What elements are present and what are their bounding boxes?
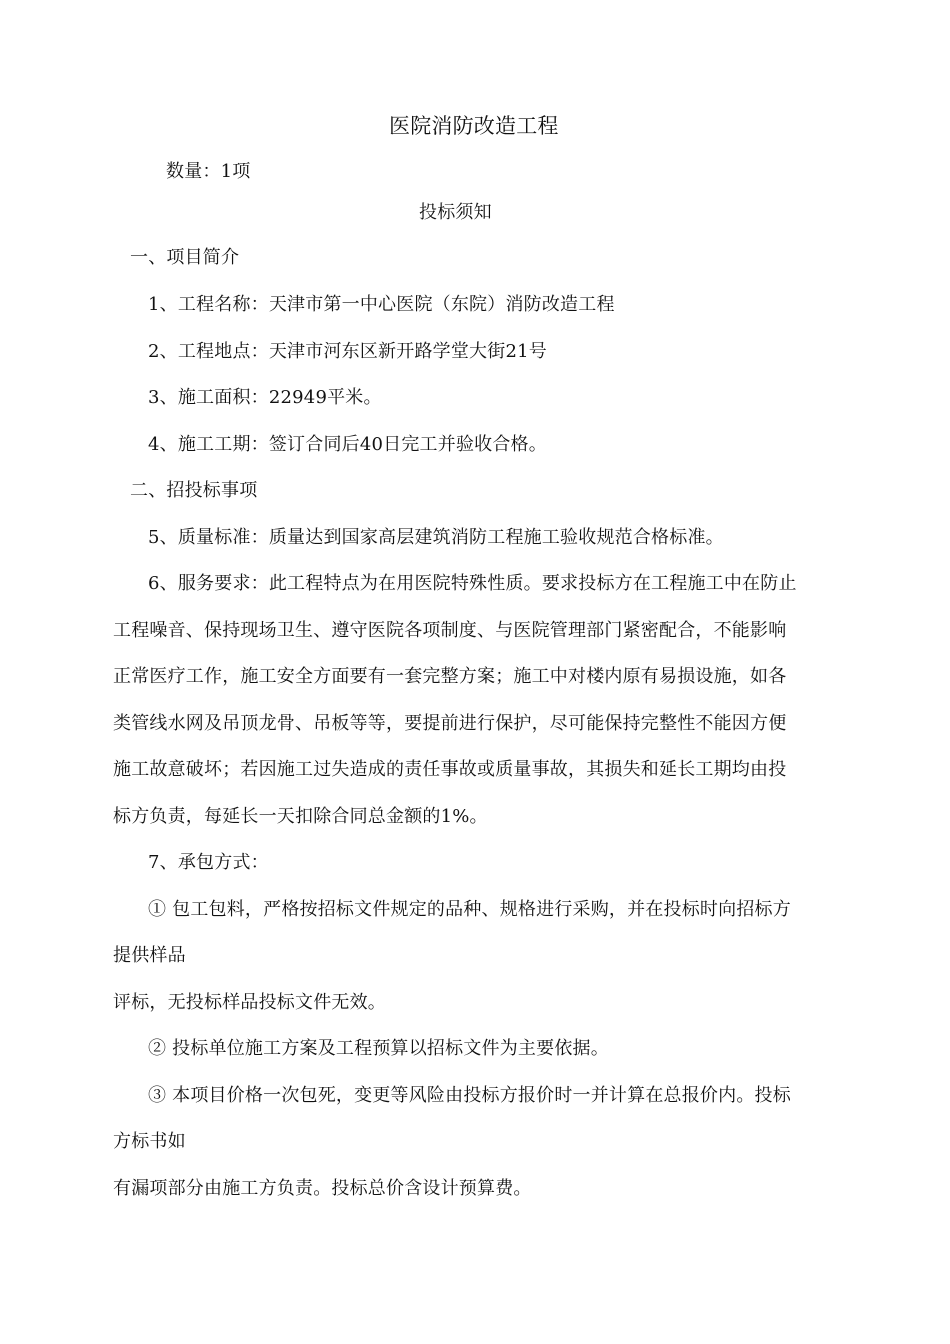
service-requirement-line: 6、服务要求：此工程特点为在用医院特殊性质。要求投标方在工程施工中在防止	[148, 573, 797, 594]
contract-sub3-line: ③ 本项目价格一次包死，变更等风险由投标方报价时一并计算在总报价内。投标	[148, 1085, 791, 1106]
service-requirement-line: 正常医疗工作，施工安全方面要有一套完整方案；施工中对楼内原有易损设施，如各	[113, 666, 787, 687]
contract-method-item: 7、承包方式：	[148, 852, 269, 873]
contract-sub1-line: ① 包工包料，严格按招标文件规定的品种、规格进行采购，并在投标时向招标方	[148, 899, 791, 920]
section1-heading: 一、项目简介	[130, 247, 240, 268]
contract-sub3-line: 方标书如	[113, 1131, 186, 1152]
section2-heading: 二、招投标事项	[130, 480, 258, 501]
contract-sub1-line: 评标，无投标样品投标文件无效。	[113, 992, 386, 1013]
contract-sub3-line: 有漏项部分由施工方负责。投标总价含设计预算费。	[113, 1178, 532, 1199]
service-requirement-line: 标方负责，每延长一天扣除合同总金额的1%。	[113, 806, 488, 827]
quality-standard-item: 5、质量标准：质量达到国家高层建筑消防工程施工验收规范合格标准。	[148, 527, 724, 548]
quantity-line: 数量：1项	[166, 161, 251, 182]
project-name-item: 1、工程名称：天津市第一中心医院（东院）消防改造工程	[148, 294, 615, 315]
construction-area-item: 3、施工面积：22949平米。	[148, 387, 382, 408]
project-location-item: 2、工程地点：天津市河东区新开路学堂大街21号	[148, 341, 547, 362]
contract-sub2-line: ② 投标单位施工方案及工程预算以招标文件为主要依据。	[148, 1038, 609, 1059]
construction-period-item: 4、施工工期：签订合同后40日完工并验收合格。	[148, 434, 547, 455]
service-requirement-line: 类管线水网及吊顶龙骨、吊板等等，要提前进行保护，尽可能保持完整性不能因方便	[113, 713, 787, 734]
notice-heading: 投标须知	[419, 202, 492, 223]
service-requirement-line: 工程噪音、保持现场卫生、遵守医院各项制度、与医院管理部门紧密配合，不能影响	[113, 620, 787, 641]
document-title: 医院消防改造工程	[389, 114, 559, 138]
service-requirement-line: 施工故意破坏；若因施工过失造成的责任事故或质量事故，其损失和延长工期均由投	[113, 759, 787, 780]
contract-sub1-line: 提供样品	[113, 945, 186, 966]
